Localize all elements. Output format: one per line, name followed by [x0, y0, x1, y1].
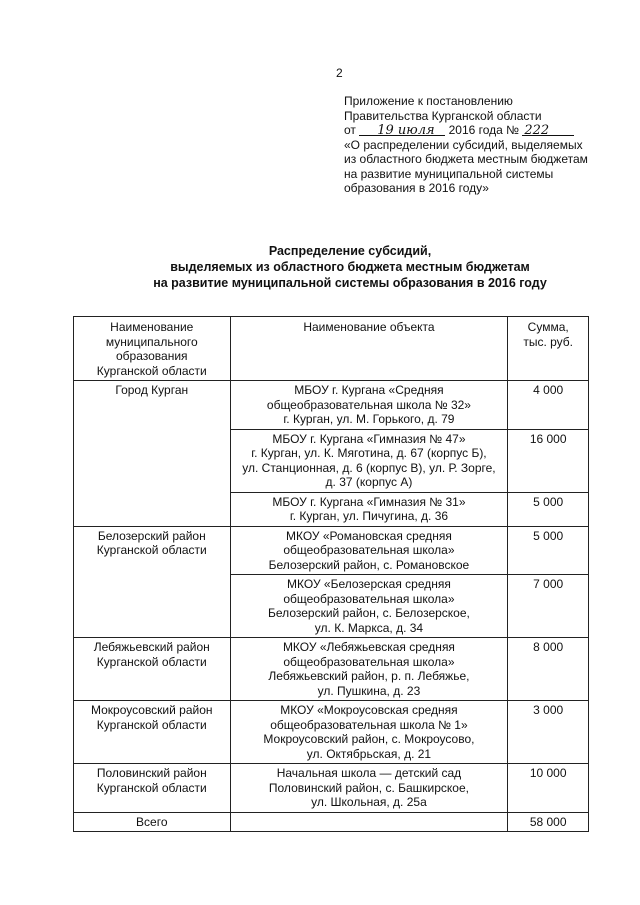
object-text: Начальная школа — детский сад [276, 766, 462, 780]
object-text: общеобразовательная школа» [283, 543, 455, 557]
total-row [74, 812, 589, 832]
municipality-text: Половинский район [96, 766, 207, 780]
municipality-cell [74, 764, 231, 813]
object-cell [230, 429, 508, 492]
subsidy-table [73, 316, 589, 832]
table-row [74, 381, 589, 430]
header-text: муниципального [105, 334, 198, 349]
date-prefix: от [344, 123, 356, 137]
object-text: Лебяжьевский район, р. п. Лебяжье, [268, 669, 470, 683]
appendix-line-2: Правительства Курганской области [344, 108, 542, 123]
handwritten-number: 222 [524, 123, 550, 138]
title-line-3: на развитие муниципальной системы образования в 2016 году [153, 276, 547, 290]
table-row [74, 526, 589, 575]
total-label-cell: Всего [74, 812, 231, 832]
object-cell [230, 381, 508, 430]
object-cell [230, 638, 508, 701]
page-number: 2 [336, 66, 343, 80]
table-row [74, 638, 589, 701]
object-text: общеобразовательная школа» [283, 654, 455, 669]
object-text: МКОУ «Романовская средняя [285, 528, 452, 543]
object-cell [230, 526, 508, 575]
municipality-cell [74, 701, 231, 764]
appendix-line-6: на развитие муниципальной системы [344, 166, 554, 181]
object-text: ул. Школьная, д. 25а [311, 795, 427, 809]
sum-cell: 16 000 [508, 429, 589, 492]
header-text: тыс. руб. [523, 334, 574, 349]
object-text: МБОУ г. Кургана «Гимназия № 31» [272, 494, 466, 509]
municipality-cell [74, 381, 231, 527]
object-text: Белозерский район, с. Романовское [268, 557, 470, 572]
header-text: Наименование [110, 320, 194, 334]
object-text: МКОУ «Мокроусовская средняя [280, 703, 458, 717]
total-empty-cell [230, 812, 508, 832]
date-blank [359, 123, 445, 136]
table-header-row [74, 317, 589, 381]
object-text: МКОУ «Белозерская средняя [287, 577, 451, 591]
sum-cell: 5 000 [508, 492, 589, 526]
table-row [74, 701, 589, 764]
object-cell [230, 701, 508, 764]
appendix-date-line [344, 123, 612, 138]
object-cell [230, 764, 508, 813]
appendix-line-4: «О распределении субсидий, выделяемых [344, 137, 583, 152]
title-line-2: выделяемых из областного бюджета местным бюджетам [170, 260, 530, 274]
year-text: 2016 года № [448, 123, 520, 137]
header-text: Наименование объекта [303, 320, 435, 334]
municipality-text: Белозерский район [97, 528, 206, 543]
municipality-text: Город Курган [115, 383, 189, 397]
appendix-line-7: образования в 2016 году» [344, 181, 489, 195]
sum-cell: 3 000 [508, 701, 589, 764]
appendix-line-5: из областного бюджета местным бюджетам [344, 152, 588, 166]
object-text: г. Курган, ул. М. Горького, д. 79 [283, 412, 455, 426]
header-text: Курганской области [96, 363, 207, 378]
header-text: Сумма, [527, 320, 569, 334]
object-cell [230, 492, 508, 526]
number-blank [522, 123, 574, 136]
municipality-cell [74, 526, 231, 638]
object-text: МБОУ г. Кургана «Средняя [294, 383, 444, 397]
appendix-line-1: Приложение к постановлению [344, 94, 513, 108]
object-text: МКОУ «Лебяжьевская средняя [282, 640, 455, 654]
header-municipality [74, 317, 231, 381]
sum-cell: 7 000 [508, 575, 589, 638]
object-text: Белозерский район, с. Белозерское, [268, 606, 470, 620]
sum-cell: 10 000 [508, 764, 589, 813]
object-text: г. Курган, ул. К. Мяготина, д. 67 (корпус Б), [251, 446, 487, 460]
object-text: МБОУ г. Кургана «Гимназия № 47» [272, 431, 466, 446]
object-text: ул. К. Маркса, д. 34 [314, 620, 424, 635]
total-sum-cell: 58 000 [508, 812, 589, 832]
object-text: г. Курган, ул. Пичугина, д. 36 [289, 509, 449, 523]
object-text: ул. Пушкина, д. 23 [317, 683, 421, 698]
object-cell [230, 575, 508, 638]
object-text: д. 37 (корпус А) [325, 475, 413, 489]
object-text: Половинский район, с. Башкирское, [268, 780, 469, 795]
header-sum [508, 317, 589, 381]
table-row [74, 764, 589, 813]
handwritten-date: 19 июля [377, 123, 435, 138]
municipality-cell [74, 638, 231, 701]
object-text: ул. Октябрьская, д. 21 [306, 746, 432, 761]
appendix-block [344, 94, 612, 196]
object-text: общеобразовательная школа № 1» [270, 717, 468, 732]
municipality-text: Курганской области [96, 780, 207, 795]
header-object [230, 317, 508, 381]
sum-cell: 5 000 [508, 526, 589, 575]
sum-cell: 8 000 [508, 638, 589, 701]
object-text: общеобразовательная школа» [283, 591, 455, 606]
object-text: ул. Станционная, д. 6 (корпус В), ул. Р. Зорге, [242, 460, 496, 475]
sum-cell: 4 000 [508, 381, 589, 430]
header-text: образования [115, 349, 188, 363]
municipality-text: Лебяжьевский район [93, 640, 210, 654]
municipality-text: Курганской области [96, 543, 207, 557]
municipality-text: Курганской области [96, 654, 207, 669]
object-text: Мокроусовский район, с. Мокроусово, [263, 732, 475, 746]
title-line-1: Распределение субсидий, [268, 244, 432, 258]
municipality-text: Курганской области [96, 717, 207, 732]
municipality-text: Мокроусовский район [91, 703, 213, 717]
object-text: общеобразовательная школа № 32» [266, 397, 471, 412]
document-title [60, 243, 640, 291]
